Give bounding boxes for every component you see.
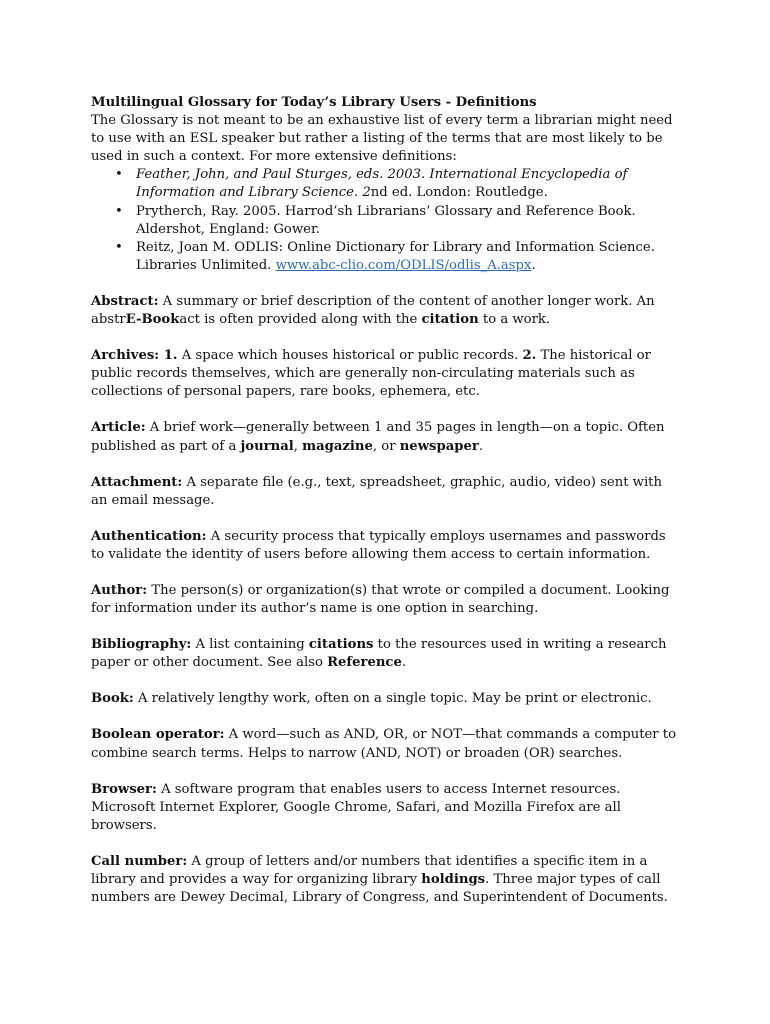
entry-text: A list containing [191,637,309,653]
entry-text: . [401,655,407,671]
entry-text: , or [372,438,400,454]
entry-text: to the resources used in writing a research paper or other document. See also [91,637,667,671]
intro-paragraph: The Glossary is not meant to be an exhaustive list of every term a librarian might need to use with an ESL speaker but rather a listing of the terms that are most likely to be used in such a context. For more extensive definitions: [91,113,673,165]
entry-term: Article: [91,420,146,436]
entry-bold: citation [421,312,479,328]
entry-text: A relatively lengthy work, often on a single topic. May be print or electronic. [133,691,652,707]
entry-term: Bibliography: [91,637,192,653]
entry-text: . [478,438,484,454]
entry-bold: citations [308,637,374,653]
glossary-entry-book [91,690,681,708]
glossary-entry-attachment [91,474,681,510]
entry-bold: holdings [421,872,486,887]
glossary-entry-authentication [91,528,681,564]
reference-item [136,203,681,239]
reference-text: nd ed. London: Routledge. [370,185,548,201]
entry-term: Archives: [91,348,160,364]
entry-text: The historical or public records themselves, which are generally non-circulating materials such as collections of personal papers, rare books, ephemera, etc. [91,348,651,400]
glossary-entry-abstract [91,293,681,329]
entry-term: Call number: [91,853,188,869]
entry-term: Attachment: [91,474,183,490]
document-page [91,94,681,907]
entry-term: Authentication: [91,528,207,544]
reference-text: . [531,257,536,273]
entry-text: A group of letters and/or numbers that identifies a specific item in a library and provides a way for organizing library [91,853,648,887]
entry-text: act is often provided along with the [179,312,422,328]
entry-text: The person(s) or organization(s) that wrote or compiled a document. Looking for information under its author’s name is one option in searching. [91,582,670,617]
reference-list [91,166,681,275]
entry-term: Boolean operator: [91,727,225,743]
entry-text: A word—such as AND, OR, or NOT—that commands a computer to combine search terms. Helps to narrow (AND, NOT) or broaden (OR) searches. [91,727,677,761]
reference-text: Prytherch, Ray. 2005. Harrod’sh Librarians’ Glossary and Reference Book. Aldershot, England: Gower. [136,203,636,237]
entry-text: A security process that typically employs usernames and passwords to validate the identity of users before allowing them access to certain information. [91,528,666,562]
entry-term: Book: [91,691,134,707]
entry-term: Author: [91,582,148,598]
glossary-entry-bibliography [91,636,681,672]
glossary-entry-article [91,419,681,455]
entry-number: 1. [159,348,178,364]
entry-term: Browser: [91,781,157,797]
document-title: Multilingual Glossary for Today’s Library Users - Definitions [91,95,537,110]
reference-item [136,166,681,202]
glossary-entry-author [91,582,681,618]
entry-text: A space which houses historical or public records. [177,348,523,364]
glossary-entry-call-number [91,853,681,907]
entry-text: to a work. [478,312,551,328]
odlis-link[interactable]: www.abc-clio.com/ODLIS/odlis_A.aspx [275,257,532,273]
entry-text: A software program that enables users to access Internet resources. Microsoft Internet Explorer, Google Chrome, Safari, and Mozilla Firefox are all browsers. [91,781,621,833]
entry-bold: E-Book [125,312,180,328]
reference-text: Reitz, Joan M. ODLIS: Online Dictionary for Library and Information Science. Libraries Unlimited. [136,239,655,273]
entry-text: A summary or brief description of the content of another longer work. An abstr [91,293,655,328]
entry-bold: newspaper [399,438,479,454]
reference-item [136,239,681,275]
glossary-entry-archives [91,347,681,401]
entry-bold: journal [240,438,294,454]
entry-text: A brief work—generally between 1 and 35 pages in length—on a topic. Often published as part of a [91,420,665,454]
reference-italic-text: Feather, John, and Paul Sturges, eds. 2003. International Encyclopedia of Information and Library Science. 2 [136,167,628,201]
glossary-entry-browser [91,781,681,835]
entry-bold: Reference [327,655,402,671]
entry-text: , [293,438,303,454]
entry-bold: magazine [302,438,373,454]
entry-text: A separate file (e.g., text, spreadsheet, graphic, audio, video) sent with an email message. [91,474,662,508]
entry-number: 2. [522,348,537,364]
entry-term: Abstract: [91,293,159,309]
glossary-entry-boolean-operator [91,726,681,762]
entry-text: . Three major types of call numbers are Dewey Decimal, Library of Congress, and Superintendent of Documents. [91,872,668,906]
